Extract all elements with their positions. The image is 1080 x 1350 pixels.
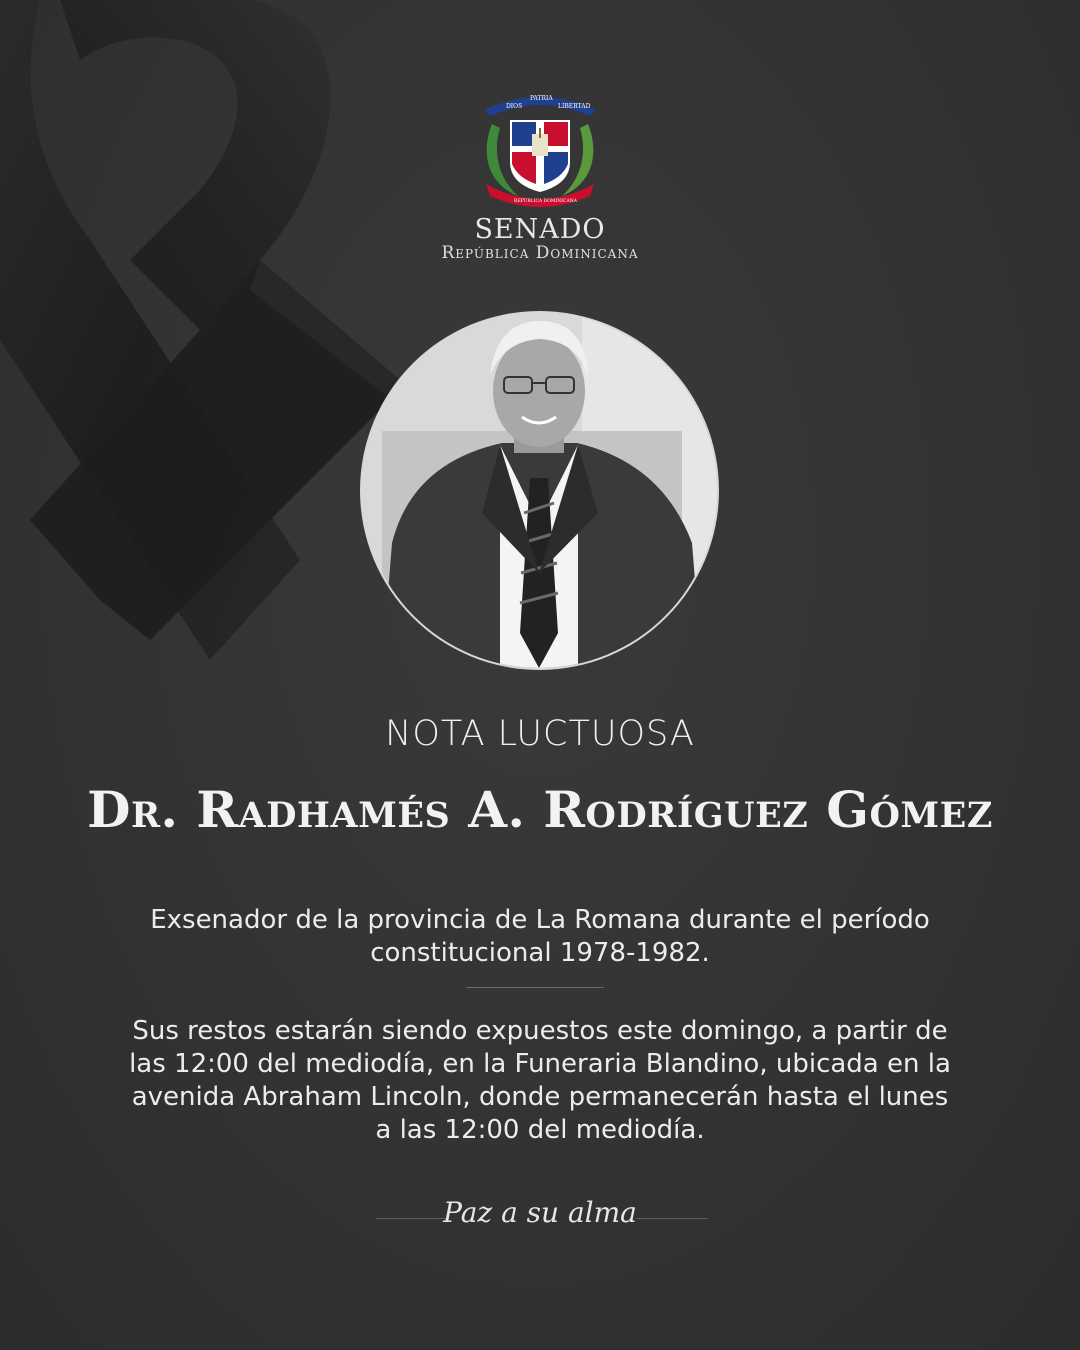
senate-logo xyxy=(0,84,1080,262)
funeral-line-3: avenida Abraham Lincoln, donde permanecerán hasta el lunes xyxy=(131,1082,949,1112)
deceased-name: Dr. Radhamés A. Rodríguez Gómez xyxy=(87,780,993,839)
portrait-photo xyxy=(362,313,717,668)
biography-line-2: constitucional 1978-1982. xyxy=(370,938,710,968)
notice-heading: NOTA LUCTUOSA xyxy=(385,714,695,754)
logo-ribbon-text: REPÚBLICA DOMINICANA xyxy=(514,199,577,204)
funeral-line-4: a las 12:00 del mediodía. xyxy=(375,1115,705,1145)
biography-paragraph xyxy=(90,904,990,970)
senate-title: SENADO xyxy=(474,214,606,245)
section-divider xyxy=(466,987,604,988)
closing-message: Paz a su alma xyxy=(443,1196,637,1229)
coat-of-arms-icon xyxy=(478,84,602,214)
motto-center: PATRIA xyxy=(530,95,553,102)
motto-left: DIOS xyxy=(506,103,523,110)
funeral-details-paragraph xyxy=(70,1015,1010,1147)
senate-subtitle: República Dominicana xyxy=(441,243,639,263)
biography-line-1: Exsenador de la provincia de La Romana durante el período xyxy=(150,905,930,935)
funeral-line-2: las 12:00 del mediodía, en la Funeraria Blandino, ubicada en la xyxy=(129,1049,951,1079)
motto-right: LIBERTAD xyxy=(558,103,591,110)
funeral-line-1: Sus restos estarán siendo expuestos este domingo, a partir de xyxy=(132,1016,948,1046)
portrait-image xyxy=(362,313,717,668)
